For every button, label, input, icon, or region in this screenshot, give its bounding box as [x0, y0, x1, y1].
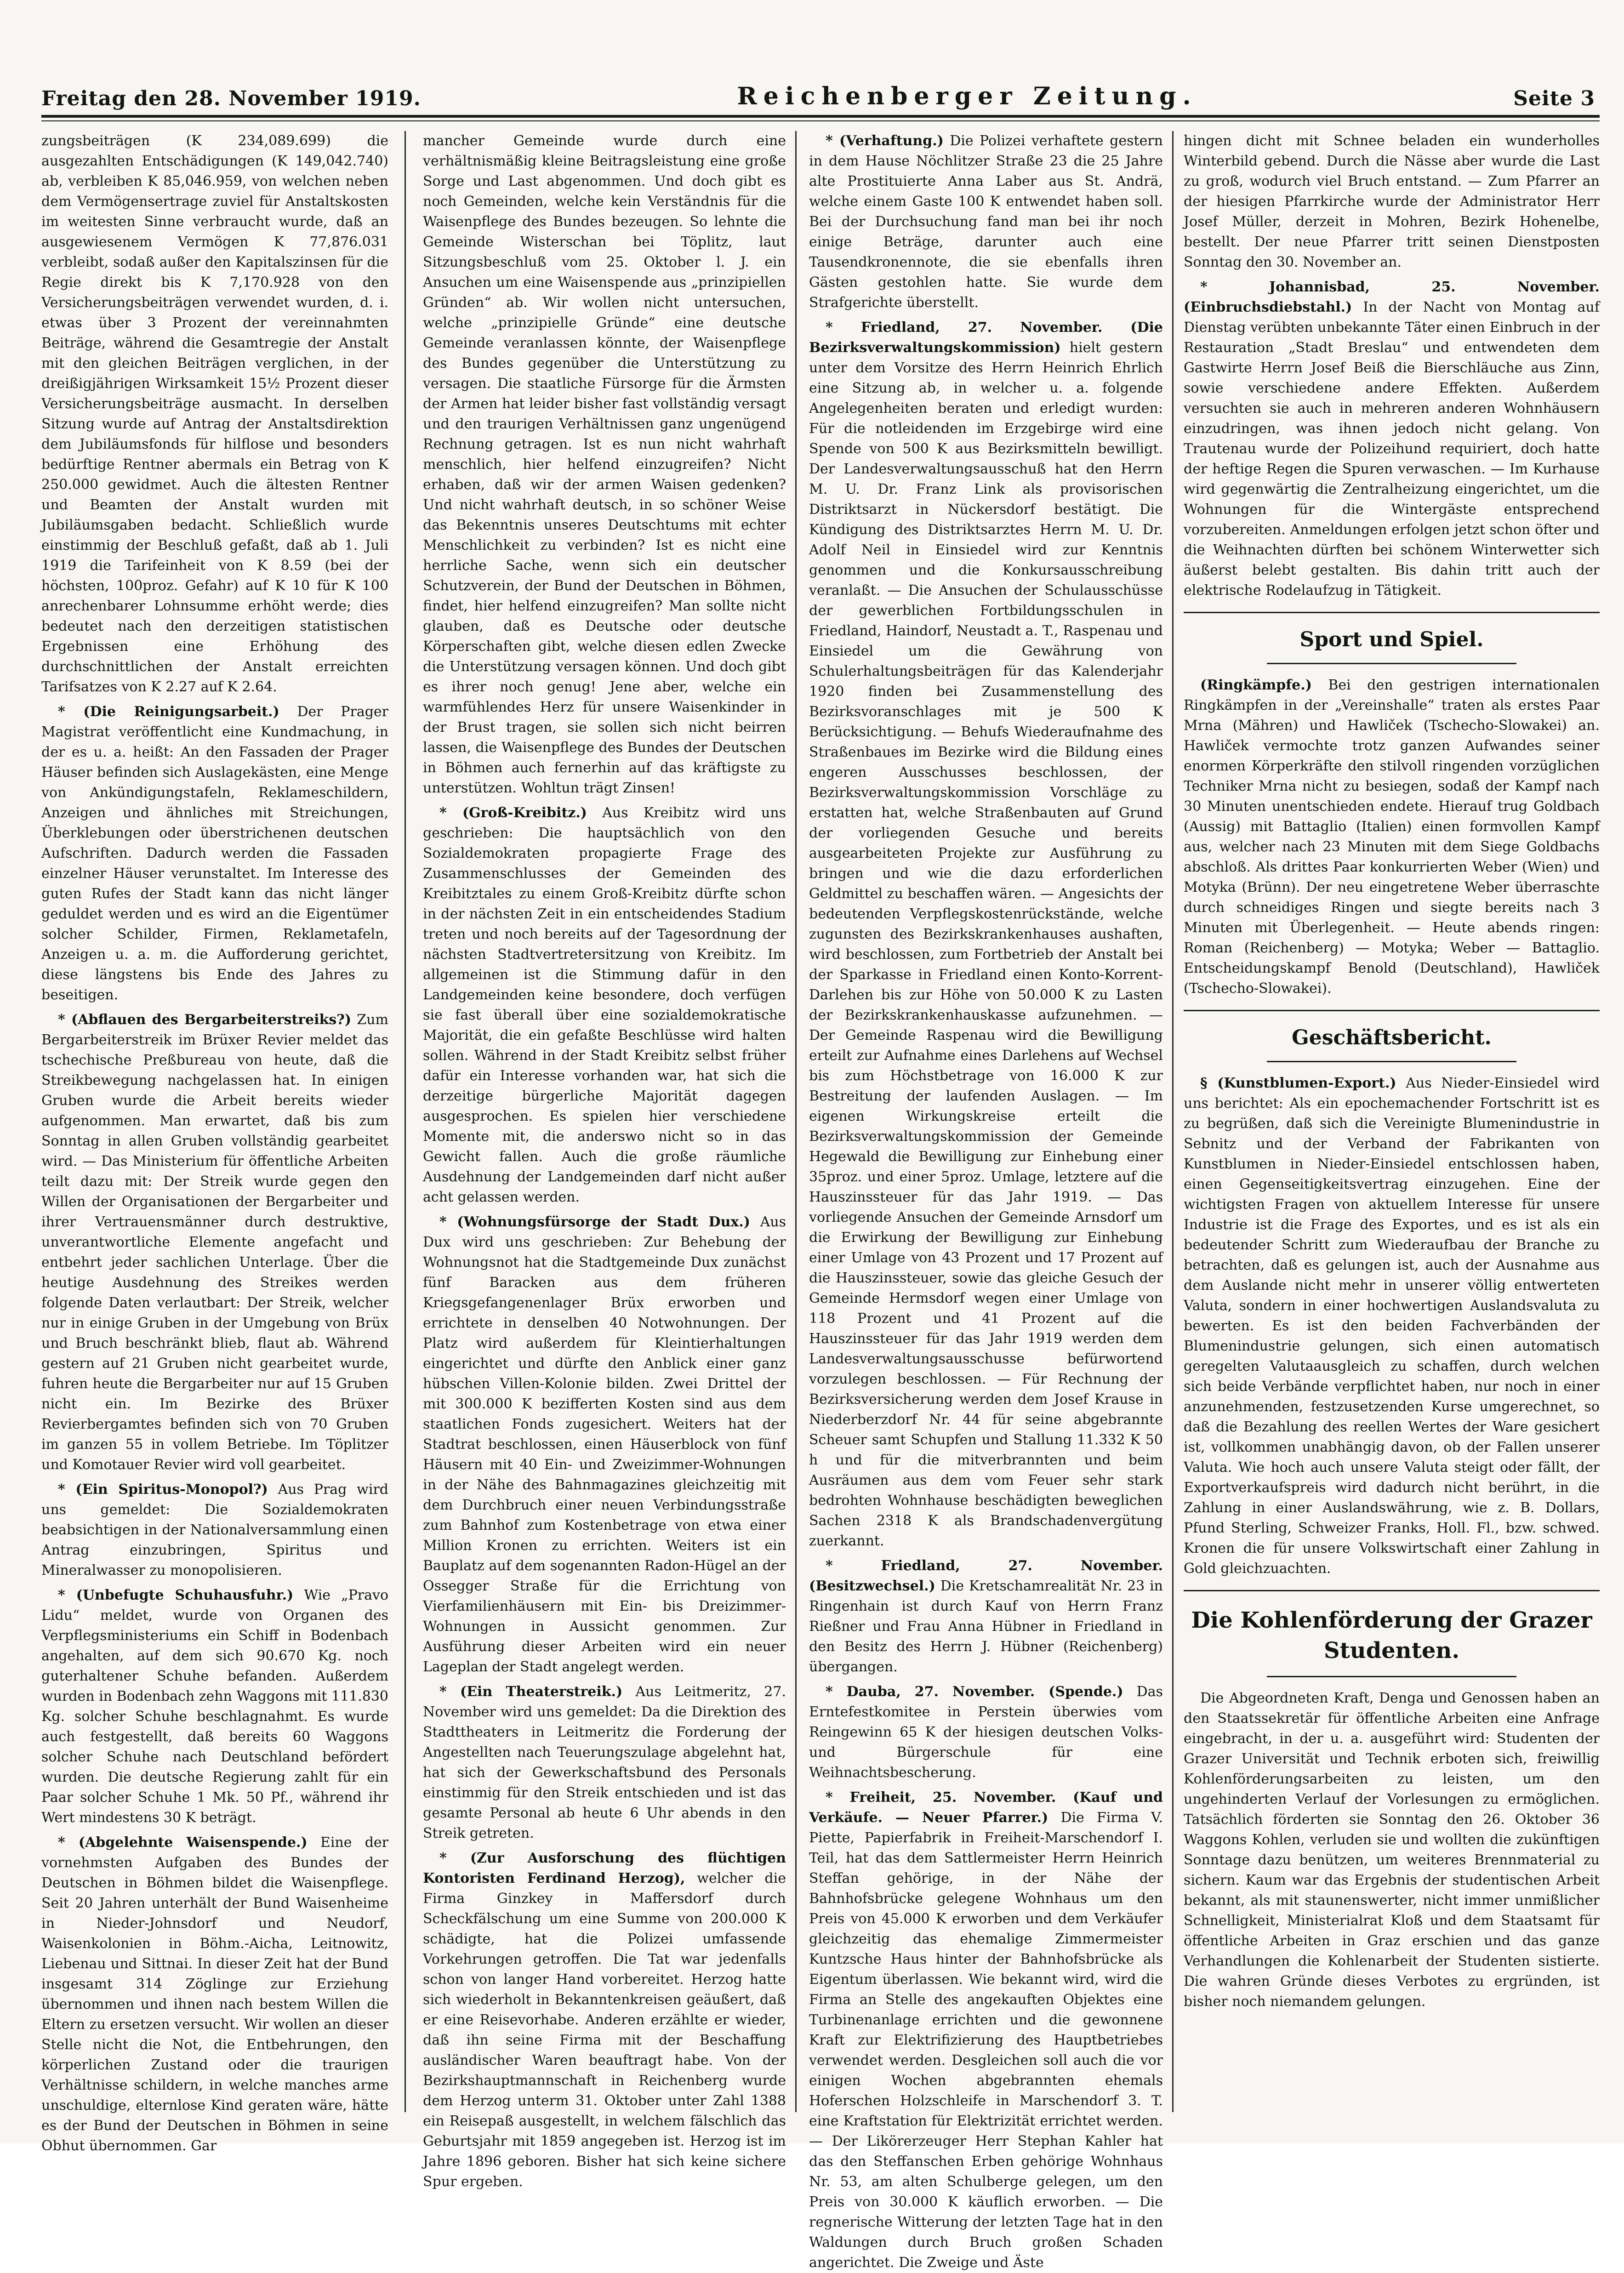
article-paragraph — [41, 702, 388, 1005]
paragraph-text: Der Prager Magistrat veröffentlicht eine Kundmachung, in der es u. a. heißt: An den Fassaden der Prager Häuser befinden sich Auslagekästen, eine Menge von Ankündigungstafeln, Reklameschildern, Anzeigen und ähnliches mit Streichungen, Überklebungen oder überstrichenen deutschen Aufschriften. Dadurch werden die Fassaden einzelner Häuser verunstaltet. Im Interesse des guten Rufes der Stadt kann das nicht länger geduldet werden und es wird an die Eigentümer solcher Schilder, Firmen, Reklametafeln, Anzeigen u. a. m. die Aufforderung gerichtet, diese längstens bis Ende des Jahres zu beseitigen. — [41, 704, 388, 1003]
article-paragraph — [423, 131, 786, 798]
article-heading: * Johannisbad, 25. November. (Einbruchsdiebstahl.) — [1184, 279, 1600, 315]
section-title-business: Geschäftsbericht. — [1292, 1026, 1492, 1049]
paragraph-text: Aus Prag wird uns gemeldet: Die Sozialdemokraten beabsichtigen in der Nationalversammlung einen Antrag einzubringen, Spiritus und Mineralwasser zu monopolisieren. — [41, 1481, 388, 1578]
article-heading: * (Abgelehnte Waisenspende.) — [58, 1834, 308, 1851]
paragraph-text: hingen dicht mit Schnee beladen ein wunderholles Winterbild gebend. Durch die Nässe aber wurde die Last zu groß, wodurch viel Bruch entstand. — Zum Pfarrer an der hiesigen Pfarrkirche wurde der Administrator Herr Josef Müller, derzeit in Mohren, Bezirk Hohenelbe, bestellt. Der neue Pfarrer tritt seinen Dienstposten Sonntag den 30. November an. — [1184, 133, 1600, 270]
article-paragraph — [423, 1682, 786, 1844]
article-heading: * Freiheit, 25. November. (Kauf und Verkäufe. — Neuer Pfarrer.) — [809, 1789, 1163, 1826]
article-paragraph — [423, 1212, 786, 1677]
article-paragraph — [809, 1682, 1163, 1783]
column-divider — [405, 131, 406, 2112]
column-divider — [795, 131, 797, 2112]
paragraph-text: Aus Nieder-Einsiedel wird uns berichtet: Als ein epochemachender Fortschritt ist es zu begrüßen, daß sich die Vereinigte Blumenindustrie in Sebnitz und der Verband der Fabrikanten von Kunstblumen in Nieder-Einsiedel entschlossen haben, einen Gegenseitigkeitsvertrag einzugehen. Eine der wichtigsten Fragen von aktuellem Interesse für unsere Industrie ist die Frage des Exportes, und es ist als ein bedeutender Schritt zum Wiederaufbau der Branche zu betrachten, daß es gelungen ist, auch der Ausnahme aus dem Auslande nicht mehr in unserer völlig entwerteten Valuta, sondern in einer hochwertigen Auslandsvaluta zu bewerten. Es ist den beiden Fachverbänden der Blumenindustrie gelungen, sich einen automatisch geregelten Valutaausgleich zu schaffen, durch welchen sich beide Verbände verpflichtet haben, nur noch in einer anzunehmenden, festzusetzenden Kurse umgerechnet, so daß die Bezahlung des reellen Wertes der Ware gesichert ist, vollkommen unabhängig davon, ob der Fallen unserer Valuta. Wie hoch auch unsere Valuta steigt oder fällt, der Exportverkaufspreis wird dadurch nicht berührt, in die Zahlung in einer Auslandswährung, wie z. B. Dollars, Pfund Sterling, Schweizer Franks, Holl. Fl., bzw. schwed. Kronen die für unsere Volkswirtschaft einer Zahlung in Gold gleichzuachten. — [1184, 1075, 1600, 1577]
section-rule — [1267, 1061, 1516, 1062]
article-heading: * (Unbefugte Schuhausfuhr.) — [58, 1587, 294, 1603]
paragraph-text: Aus Dux wird uns geschrieben: Zur Behebung der Wohnungsnot hat die Stadtgemeinde Dux zunächst fünf Baracken aus dem früheren Kriegsgefangenenlager Brüx erworben und errichtete in denselben 40 Notwohnungen. Der Platz wird außerdem für Kleintierhaltungen eingerichtet und dürfte den Anblick einer ganz hübschen Villen-Kolonie bilden. Zwei Drittel der mit 300.000 K bezifferten Kosten sind aus dem staatlichen Fonds zugesichert. Weiters hat der Stadtrat beschlossen, einen Häuserblock von fünf Häusern mit 40 Ein- und Zweizimmer-Wohnungen in der Nähe des Bahnmagazines gleichzeitig mit dem Durchbruch einer neuen Verbindungsstraße zum Bahnhof zum Kostenbetrage von etwa einer Million Kronen zu errichten. Weiters ist ein Bauplatz auf dem sogenannten Radon-Hügel an der Ossegger Straße für die Errichtung von Vierfamilienhäusern mit Ein- bis Dreizimmer-Wohnungen in Aussicht genommen. Zur Ausführung dieser Arbeiten wird ein neuer Lageplan der Stadt angelegt werden. — [423, 1214, 786, 1675]
article-paragraph — [1184, 675, 1600, 999]
article-heading: * (Wohnungsfürsorge der Stadt Dux.) — [439, 1214, 750, 1230]
article-heading: * (Groß-Kreibitz.) — [439, 805, 587, 821]
article-paragraph — [809, 131, 1163, 313]
paragraph-text: Wie „Pravo Lidu“ meldet, wurde von Organen des Verpflegsministeriums ein Schiff in Bodenbach angehalten, auf dem sich 90.670 Kg. noch guterhaltener Schuhe befanden. Außerdem wurden in Bodenbach zehn Waggons mit 111.830 Kg. solcher Schuhe beschlagnahmt. Es wurde auch festgestellt, daß bereits 60 Waggons solcher Schuhe nach Deutschland befördert wurden. Die deutsche Regierung zahlt für ein Paar solcher Schuhe 1 Mk. 50 Pf., während ihr Wert mindestens 30 K beträgt. — [41, 1587, 389, 1826]
paragraph-text: Das Erntefestkomitee in Perstein überwies vom Reingewinn 65 K der hiesigen deutschen Volks- und Bürgerschule für eine Weihnachtsbescherung. — [809, 1684, 1163, 1781]
paragraph-text: Die Abgeordneten Kraft, Denga und Genossen haben an den Staatssekretär für öffentliche Arbeiten eine Anfrage eingebracht, in der u. a. ausgeführt wird: Studenten der Grazer Universität und Technik erboten sich, freiwillig Kohlenförderungsarbeiten zu leisten, um den ungehinderten Verlauf der Vorlesungen zu ermöglichen. Tatsächlich förderten sie Sonntag den 26. Oktober 36 Waggons Kohlen, verluden sie und wollten die zukünftigen Sonntage dazu benützen, um weiteres Brennmaterial zu sichern. Kaum war das Ergebnis der studentischen Arbeit bekannt, als mit staunenswerter, nicht immer unmißlicher Schnelligkeit, Ministerialrat Kloß und dem Staatsamt für öffentliche Arbeiten in Graz erschien und das ganze Verhandlungen die Kohlenarbeit der Studenten sistierte. Die wahren Gründe dieses Verbotes zu ergründen, ist bisher noch niemandem gelungen. — [1184, 1690, 1600, 2010]
article-paragraph — [423, 803, 786, 1208]
masthead-rule — [41, 115, 1600, 118]
section-rule — [1184, 612, 1600, 613]
article-paragraph — [423, 1848, 786, 2192]
article-heading: * (Verhaftung.) — [826, 133, 944, 149]
article-heading: * (Die Reinigungsarbeit.) — [58, 704, 279, 720]
article-paragraph — [1184, 131, 1600, 273]
article-heading: * Friedland, 27. November. (Besitzwechsel.) — [809, 1558, 1163, 1594]
article-paragraph — [1184, 1688, 1600, 2012]
column-1 — [41, 131, 389, 2154]
page-number: Seite 3 — [1513, 87, 1595, 110]
paragraph-text: Zum Bergarbeiterstreik im Brüxer Revier meldet das tschechische Preßbureau von heute, daß die Streikbewegung nachgelassen hat. In einigen Gruben wurde die Arbeit bereits wieder aufgenommen. Man erwartet, daß bis zum Sonntag in allen Gruben vollständig gearbeitet wird. — Das Ministerium für öffentliche Arbeiten teilt dazu mit: Der Streik wurde gegen den Willen der Organisationen der Bergarbeiter und ihrer Vertrauensmänner durch destruktive, unverantwortliche Elemente angefacht und entbehrt jeder sachlichen Unterlage. Über die heutige Ausdehnung des Streikes werden folgende Daten verlautbart: Der Streik, welcher nur in einige Gruben in der Umgebung von Brüx und Bruch beschränkt blieb, flaut ab. Während gestern auf 21 Gruben nicht gearbeitet wurde, fuhren heute die Bergarbeiter nur auf 15 Gruben nicht ein. Im Bezirke des Brüxer Revierbergamtes befinden sich von 70 Gruben im ganzen 55 in vollem Betriebe. Im Töplitzer und Komotauer Revier wird voll gearbeitet. — [41, 1012, 388, 1473]
column-2 — [423, 131, 786, 2190]
paragraph-text: Aus Kreibitz wird uns geschrieben: Die hauptsächlich von den Sozialdemokraten propagierte Frage des Zusammenschlusses der Gemeinden des Kreibitztales zu einem Groß-Kreibitz dürfte schon in der nächsten Zeit in ein entscheidendes Stadium treten und noch bereits auf der Tagesordnung der nächsten Stadtvertretersitzung von Kreibitz. Im allgemeinen ist die Stimmung dafür in den Landgemeinden keine besondere, doch verfügen sie fast überall über eine sozialdemokratische Majorität, die ein gefaßte Beschlüsse wird halten sollen. Während in der Stadt Kreibitz selbst früher dafür ein Interesse vorhanden war, hat sich die derzeitige bürgerliche Majorität dagegen ausgesprochen. Es spielen hier verschiedene Momente mit, die anderswo nicht so in das Gewicht fallen. Auch die große räumliche Ausdehnung der Landgemeinden darf nicht außer acht gelassen werden. — [423, 805, 786, 1205]
paragraph-text: In der Nacht von Montag auf Dienstag verübten unbekannte Täter einen Einbruch in der Restauration „Stadt Breslau“ und entwendeten dem Gastwirte Herrn Josef Beiß die Bierschläuche aus Zinn, sowie verschiedene andere Effekten. Außerdem versuchten sie auch in mehreren anderen Wohnhäusern einzudringen, was ihnen jedoch nicht gelang. Von Trautenau wurde der Polizeihund requiriert, doch hatte der heftige Regen die Spuren verwaschen. — Im Kurhause wird gegenwärtig die Zentralheizung eingerichtet, um die Wohnungen für die Wintergäste entsprechend vorzubereiten. Anmeldungen erfolgen jetzt schon öfter und die Weihnachten dürften bei schönem Winterwetter sich äußerst belebt gestalten. Bis dahin tritt auch der elektrische Rodelaufzug in Tätigkeit. — [1184, 299, 1600, 598]
paragraph-text: mancher Gemeinde wurde durch eine verhältnismäßig kleine Beitragsleistung eine große Sorge und Last abgenommen. Und doch gibt es noch Gemeinden, welche kein Verständnis für die Waisenpflege des Bundes bezeugen. So lehnte die Gemeinde Wisterschan bei Töplitz, laut Sitzungsbeschluß vom 25. Oktober l. J. ein Ansuchen um eine Waisenspende aus „prinzipiellen Gründen“ ab. Wir wollen nicht untersuchen, welche „prinzipielle Gründe“ eine deutsche Gemeinde veranlassen könnte, der Waisenpflege des Bundes gegenüber die Unterstützung zu versagen. Die staatliche Fürsorge für die Ärmsten der Armen hat leider bisher fast vollständig versagt und den traurigen Verhältnissen ganz ungenügend Rechnung getragen. Ist es nun nicht wahrhaft menschlich, hier helfend einzugreifen? Nicht erhaben, daß wir der armen Waisen gedenken? Und nicht wahrhaft deutsch, in so schöner Weise das Bekenntnis unseres Deutschtums mit echter Menschlichkeit zu verbinden? Ist es nicht eine herrliche Sache, wenn sich ein deutscher Schutzverein, der Bund der Deutschen in Böhmen, findet, hier helfend einzugreifen? Man sollte nicht glauben, daß es Deutsche oder deutsche Körperschaften gibt, welche diesen edlen Zwecke die Unterstützung versagen können. Und doch gibt es ihrer noch genug! Jene aber, welche ein warmfühlendes Herz für unsere Waisenkinder in der Brust tragen, sie sollen sich nicht beirren lassen, die Waisenpflege des Bundes der Deutschen in Böhmen auch fernerhin auf das kräftigste zu unterstützen. Wohltun trägt Zinsen! — [423, 133, 786, 796]
paragraph-text: Die Polizei verhaftete gestern in dem Hause Nöchlitzer Straße 23 die 25 Jahre alte Prostituierte Anna Laber aus St. Andrä, welche einem Gaste 100 K entwendet haben soll. Bei der Durchsuchung fand man bei ihr noch einige Beträge, darunter auch eine Tausendkronennote, die sie ebenfalls ihren Gästen gestohlen hatte. Sie wurde dem Strafgerichte überstellt. — [809, 133, 1163, 311]
article-heading: (Ringkämpfe.) — [1200, 677, 1312, 693]
article-paragraph — [1184, 277, 1600, 601]
section-rule — [1184, 1010, 1600, 1011]
column-4 — [1184, 131, 1600, 2112]
article-paragraph — [41, 1585, 388, 1828]
article-paragraph — [1184, 1073, 1600, 1579]
article-paragraph — [809, 1788, 1163, 2273]
article-paragraph — [41, 1833, 388, 2156]
paragraph-text: Die Kretschamrealität Nr. 23 in Ringenhain ist durch Kauf von Herrn Franz Rießner und Frau Anna Hübner in Friedland in den Besitz des Herrn J. Hübner (Reichenberg) übergangen. — [809, 1578, 1163, 1675]
article-heading: § (Kunstblumen-Export.) — [1200, 1075, 1396, 1091]
paper-name: Reichenberger Zeitung. — [737, 82, 1197, 110]
article-paragraph — [809, 1556, 1163, 1677]
article-heading: * Friedland, 27. November. (Die Bezirksverwaltungskommission) — [809, 319, 1163, 356]
paragraph-text: Bei den gestrigen internationalen Ringkämpfen in der „Vereinshalle“ traten als erstes Paar Mrna (Mähren) und Hawliček (Tschecho-Slowakei) an. Hawliček vermochte trotz ganzen Aufwandes seiner enormen Körperkräfte den stilvoll ringenden vorzüglichen Techniker Mrna nicht zu besiegen, sodaß der Kampf nach 30 Minuten unentschieden endete. Hierauf trug Goldbach (Aussig) mit Battaglio (Italien) einen formvollen Kampf aus, welcher nach 23 Minuten mit dem Siege Goldbachs abschloß. Als drittes Paar konkurrierten Weber (Wien) und Motyka (Brünn). Der neu eingetretene Weber überraschte durch schneidiges Ringen und siegte bereits nach 3 Minuten mit Überlegenheit. — Heute abends ringen: Roman (Reichenberg) — Motyka; Weber — Battaglio. Entscheidungskampf Benold (Deutschland), Hawliček (Tschecho-Slowakei). — [1184, 677, 1600, 997]
article-paragraph — [41, 1480, 388, 1581]
paragraph-text: hielt gestern unter dem Vorsitze des Herrn Heinrich Ehrlich eine Sitzung ab, in welcher u. a. folgende Angelegenheiten beraten und erledigt wurden: Für die notleidenden im Erzgebirge wird eine Spende von 500 K aus Bezirksmitteln bewilligt. Der Landesverwaltungsausschuß hat den Herrn M. U. Dr. Franz Link als provisorischen Distriktsarzt in Nückersdorf bestätigt. Die Kündigung des Distriktsarztes Herrn M. U. Dr. Adolf Neil in Einsiedel wird zur Kenntnis genommen und die Konkursausschreibung veranlaßt. — Die Ansuchen der Schulausschüsse der gewerblichen Fortbildungsschulen in Friedland, Haindorf, Neustadt a. T., Raspenau und Einsiedel um die Gewährung von Schulerhaltungsbeiträgen für das Kalenderjahr 1920 finden bei Zusammenstellung des Bezirksvoranschlages mit je 500 K Berücksichtigung. — Behufs Wiederaufnahme des Straßenbaues im Bezirke wird die Bildung eines engeren Ausschusses beschlossen, der Bezirksverwaltungskommission Vorschläge zu erstatten hat, welche Straßenbauten auf Grund der vorliegenden Gesuche und bereits ausgearbeiteten Projekte zur Ausführung zu bringen und wie die dazu erforderlichen Geldmittel zu beschaffen wären. — Angesichts der bedeutenden Verpflegskostenrückstände, welche zugunsten des Bezirkskrankenhauses aushaften, wird beschlossen, zum Fortbetrieb der Anstalt bei der Sparkasse in Friedland einen Konto-Korrent-Darlehen bis zur Höhe von 50.000 K zu Lasten der Bezirkskrankenhauskasse aufzunehmen. — Der Gemeinde Raspenau wird die Bewilligung erteilt zur Aufnahme eines Darlehens auf Wechsel bis zum Höchstbetrage von 16.000 K zur Bestreitung der laufenden Auslagen. — Im eigenen Wirkungskreise erteilt die Bezirksverwaltungskommission der Gemeinde Hegewald die Bewilligung zur Einhebung einer 35proz. und einer 5proz. Umlage, letztere auf die Hauszinssteuer für das Jahr 1919. — Das vorliegende Ansuchen der Gemeinde Arnsdorf um die Erwirkung der Bewilligung zur Einhebung einer Umlage von 43 Prozent und 17 Prozent auf die Hauszinssteuer, sowie das gleiche Gesuch der Gemeinde Hermsdorf wegen einer Umlage von 118 Prozent und 41 Prozent auf die Hauszinssteuer für das Jahr 1919 werden dem Landesverwaltungsausschusse befürwortend vorzulegen beschlossen. — Für Rechnung der Bezirksversicherung werden dem Josef Krause in Niederberzdorf Nr. 44 für seine abgebrannte Scheuer samt Schupfen und Stallung 11.332 K 50 h und für die mitverbrannten und beim Ausräumen aus dem vom Feuer sehr stark bedrohten Wohnhause beschädigten beweglichen Sachen 2318 K als Brandschadenvergütung zuerkannt. — [809, 340, 1163, 1549]
article-heading: * (Zur Ausforschung des flüchtigen Kontoristen Ferdinand Herzog), — [423, 1850, 786, 1886]
paragraph-text: zungsbeiträgen (K 234,089.699) die ausgezahlten Entschädigungen (K 149,042.740) ab, verbleiben K 85,046.959, von welchen neben dem Vermögensertrage zuviel für Anstaltskosten im weitesten Sinne verbraucht wurde, daß an ausgewiesenem Vermögen K 77,876.031 verbleibt, sodaß außer den Kapitalszinsen für die Regie direkt bis K 7,170.928 von den Versicherungsbeiträgen verwendet wurden, d. i. etwas über 3 Prozent der vereinnahmten Beiträge, während die Gesamtregie der Anstalt mit den gleichen Beiträgen verglichen, in der dreißigjährigen Wirksamkeit 15½ Prozent dieser Versicherungsbeiträge ausmacht. In derselben Sitzung wurde auf Antrag der Anstaltsdirektion dem Jubiläumsfonds für hilflose und besonders bedürftige Rentner abermals ein Betrag von K 250.000 gewidmet. Auch die ältesten Rentner und Beamten der Anstalt wurden mit Jubiläumsgaben bedacht. Schließlich wurde einstimmig der Beschluß gefaßt, daß ab 1. Juli 1919 die Tarifeinheit von K 8.59 (bei der höchsten, 100proz. Gefahr) auf K 10 für K 100 anrechenbarer Lohnsumme erhöht werde; dies bedeutet nach den derzeitigen statistischen Ergebnissen eine Erhöhung des durchschnittlichen der Anstalt erreichten Tarifsatzes von K 2.27 auf K 2.64. — [41, 133, 388, 695]
paragraph-text: Aus Leitmeritz, 27. November wird uns gemeldet: Da die Direktion des Stadttheaters in Leitmeritz die Forderung der Angestellten nach Teuerungszulage abgelehnt hat, hat sich der Gewerkschaftsbund des Personals einstimmig für den Streik entschieden und ist das gesamte Personal ab heute 6 Uhr abends in den Streik getreten. — [423, 1684, 786, 1841]
article-paragraph — [809, 318, 1163, 1551]
column-3 — [809, 131, 1163, 2271]
paragraph-text: welcher die Firma Ginzkey in Maffersdorf durch Scheckfälschung um eine Summe von 200.000 K schädigte, hat die Polizei umfassende Vorkehrungen getroffen. Die Tat war jedenfalls schon von langer Hand vorbereitet. Herzog hatte sich wiederholt in Bekanntenkreisen geäußert, daß er eine Reisevorhabe. Anderen erzählte er wieder, daß ihn seine Firma mit der Beschaffung ausländischer Waren beauftragt habe. Von der Bezirkshauptmannschaft in Reichenberg wurde dem Herzog unterm 31. Oktober unter Zahl 1388 ein Reisepaß ausgestellt, in welchem fälschlich das Geburtsjahr mit 1859 angegeben ist. Herzog ist im Jahre 1896 geboren. Bisher hat sich keine sichere Spur ergeben. — [423, 1870, 786, 2190]
section-title-coal: Die Kohlenförderung der Grazer Studenten. — [1191, 1607, 1592, 1663]
article-heading: * Dauba, 27. November. (Spende.) — [826, 1684, 1123, 1700]
article-heading: * (Abflauen des Bergarbeiterstreiks?) — [58, 1012, 352, 1028]
section-title-sport: Sport und Spiel. — [1299, 628, 1484, 651]
masthead — [41, 69, 1595, 110]
column-divider — [1172, 131, 1174, 2112]
paragraph-text: Die Firma V. Piette, Papierfabrik in Freiheit-Marschendorf I. Teil, hat das dem Sattlermeister Herrn Heinrich Steffan gehörige, in der Nähe der Bahnhofsbrücke gelegene Wohnhaus um den Preis von 45.000 K erworben und dem Verkäufer gleichzeitig das ehemalige Zimmermeister Kuntzsche Haus hinter der Bahnhofsbrücke als Eigentum überlassen. Wie bekannt wird, wird die Firma an Stelle des angekauften Objektes eine Turbinenanlage errichten und die gewonnene Kraft zur Elektrifizierung des Hauptbetriebes verwendet werden. Desgleichen soll auch die vor einigen Wochen abgebrannten ehemals Hoferschen Holzschleife in Marschendorf 3. T. eine Kraftstation für Elektrizität errichtet werden. — Der Likörerzeuger Herr Stephan Kahler hat das den Steffanschen Erben gehörige Wohnhaus Nr. 53, am alten Schulberge gelegen, um den Preis von 30.000 K käuflich erworben. — Die regnerische Witterung der letzten Tage hat in den Waldungen durch Bruch großen Schaden angerichtet. Die Zweige und Äste — [809, 1810, 1163, 2271]
paragraph-text: Eine der vornehmsten Aufgaben des Bundes der Deutschen in Böhmen bildet die Waisenpflege. Seit 20 Jahren unterhält der Bund Waisenheime in Nieder-Johnsdorf und Neudorf, Waisenkolonien in Böhm.-Aicha, Leitnowitz, Liebenau und Sittnai. In dieser Zeit hat der Bund insgesamt 314 Zöglinge zur Erziehung übernommen und ihnen nach bestem Willen die Eltern zu ersetzen versucht. Wir wollen an dieser Stelle nicht die Not, die Entbehrungen, den körperlichen Zustand oder die traurigen Verhältnisse schildern, in welche manches arme unschuldige, elternlose Kind geraten wäre, hätte es der Bund der Deutschen in Böhmen in seine Obhut übernommen. Gar — [41, 1834, 389, 2154]
section-rule — [1267, 1676, 1516, 1677]
section-rule — [1184, 1590, 1600, 1591]
issue-date: Freitag den 28. November 1919. — [41, 87, 421, 110]
article-paragraph — [41, 1010, 388, 1475]
article-heading: * (Ein Theaterstreik.) — [439, 1684, 623, 1700]
section-rule — [1267, 663, 1516, 664]
article-heading: * (Ein Spiritus-Monopol?) — [58, 1481, 268, 1498]
article-paragraph — [41, 131, 388, 697]
masthead-rule-thin — [41, 120, 1600, 121]
